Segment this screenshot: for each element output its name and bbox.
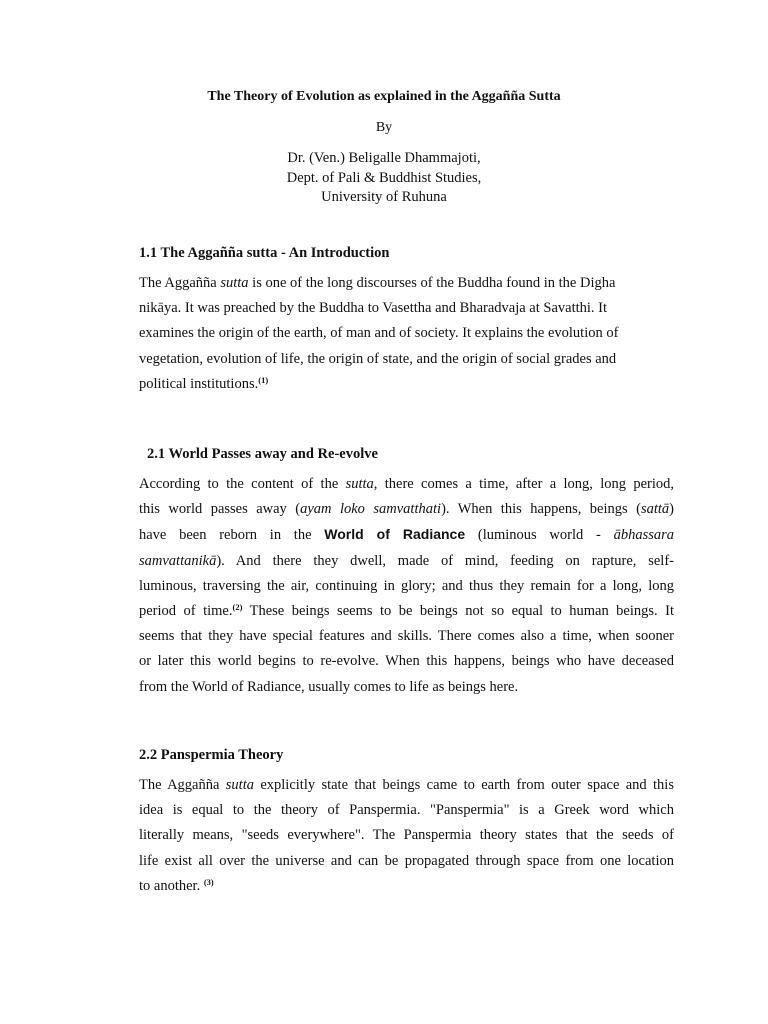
paragraph-panspermia	[139, 773, 674, 899]
footnote-ref-2: (2)	[232, 602, 243, 613]
footnote-ref-1: (1)	[258, 374, 269, 385]
section-heading-2-2: 2.2 Panspermia Theory	[139, 747, 284, 763]
world-line-4: samvattanikā). And there they dwell, made of mind, feeding on rapture, self-	[139, 552, 674, 569]
world-line-7: seems that they have special features and skills. There comes also a time, when sooner	[139, 628, 674, 645]
world-line-3: have been reborn in the World of Radiance (luminous world - ābhassara	[139, 526, 674, 544]
panspermia-line-4: life exist all over the universe and can be propagated through space from one location	[139, 852, 674, 869]
intro-line-3: examines the origin of the earth, of man and of society. It explains the evolution of	[139, 325, 619, 342]
world-line-9: from the World of Radiance, usually comes to life as beings here.	[139, 678, 519, 695]
world-line-5: luminous, traversing the air, continuing in glory; and thus they remain for a long, long	[139, 577, 674, 594]
panspermia-line-1: The Aggañña sutta explicitly state that beings came to earth from outer space and this	[139, 777, 674, 793]
author-block	[0, 149, 768, 208]
intro-line-1: The Aggañña sutta is one of the long discourses of the Buddha found in the Digha	[139, 275, 616, 291]
world-line-8: or later this world begins to re-evolve. When this happens, beings who have deceased	[139, 653, 674, 670]
panspermia-line-3: literally means, "seeds everywhere". The Panspermia theory states that the seeds of	[139, 827, 674, 844]
intro-line-5: political institutions.$^{(1)}$	[139, 374, 269, 392]
by-line: By	[375, 120, 393, 135]
author-department: Dept. of Pali & Buddhist Studies,	[286, 169, 482, 186]
section-heading-2-1: 2.1 World Passes away and Re-evolve	[147, 446, 378, 462]
document-title: The Theory of Evolution as explained in the Aggañña Sutta	[207, 89, 561, 104]
panspermia-line-5: to another. $^{(3)}$	[139, 876, 214, 894]
author-university: University of Ruhuna	[321, 189, 447, 205]
section-heading-1-1: 1.1 The Aggañña sutta - An Introduction	[139, 245, 390, 261]
world-line-6: period of time.$^{(2)}$ These beings seems to be beings not so equal to human beings. It	[139, 602, 674, 620]
world-line-2: this world passes away (ayam loko samvatthati). When this happens, beings (sattā)	[139, 501, 674, 518]
footnote-ref-3: (3)	[203, 876, 214, 887]
intro-line-4: vegetation, evolution of life, the origin of state, and the origin of social grades and	[139, 350, 617, 367]
world-line-1: According to the content of the sutta, there comes a time, after a long, long period,	[139, 476, 674, 492]
panspermia-line-2: idea is equal to the theory of Panspermia. "Panspermia" is a Greek word which	[139, 802, 674, 819]
paragraph-world-passes-away	[139, 472, 674, 700]
paragraph-introduction	[139, 271, 674, 397]
author-name: Dr. (Ven.) Beligalle Dhammajoti,	[287, 150, 481, 166]
world-of-radiance-term: World of Radiance	[324, 526, 466, 543]
intro-line-2: nikāya. It was preached by the Buddha to Vasettha and Bharadvaja at Savatthi. It	[139, 300, 608, 317]
